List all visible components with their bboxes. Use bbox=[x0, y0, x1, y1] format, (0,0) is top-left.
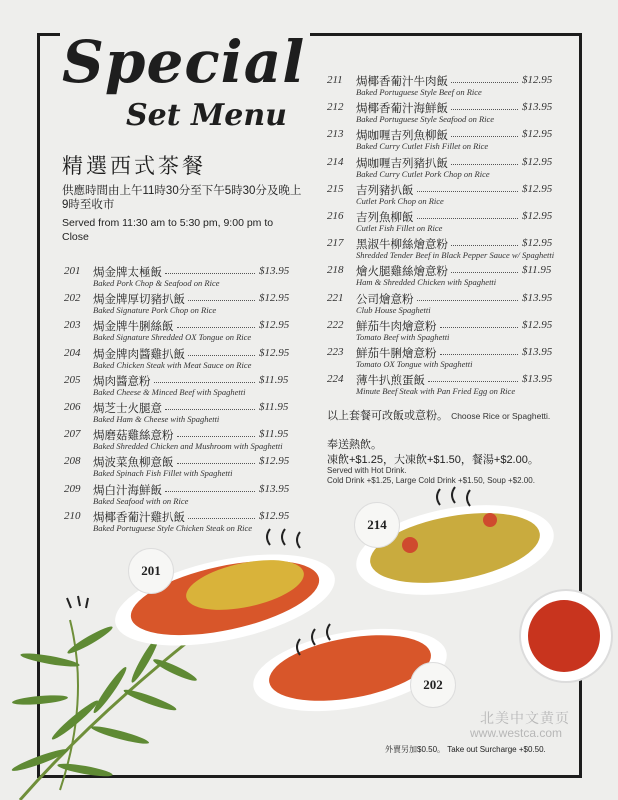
item-name-cn: 公司燴意粉 bbox=[356, 293, 414, 306]
item-number: 202 bbox=[64, 292, 81, 305]
item-name-cn: 燴火腿雞絲燴意粉 bbox=[356, 266, 448, 279]
item-number: 208 bbox=[64, 455, 81, 468]
item-name-cn: 鮮茄牛肉燴意粉 bbox=[356, 320, 437, 333]
item-price: $13.95 bbox=[259, 482, 290, 495]
item-name-en: Baked Spinach Fish Fillet with Spaghetti bbox=[93, 468, 233, 479]
item-number: 218 bbox=[327, 264, 344, 277]
item-name-cn: 鮮茄牛脷燴意粉 bbox=[356, 347, 437, 360]
drink-prices-cn: 凍飲+$1.25，大凍飲+$1.50，餐湯+$2.00。 bbox=[327, 454, 539, 466]
takeout-note: 外賣另加$0.50。 Take out Surcharge +$0.50. bbox=[385, 745, 546, 754]
item-number: 224 bbox=[327, 373, 344, 386]
item-name-cn: 焗椰香葡汁雞扒飯 bbox=[93, 511, 185, 524]
title-chinese: 精選西式茶餐 bbox=[62, 155, 206, 178]
drink-title: 奉送熱飲。 bbox=[327, 439, 382, 451]
item-name-cn: 吉列豬扒飯 bbox=[356, 184, 414, 197]
rosemary-icon bbox=[10, 620, 198, 800]
item-price: $12.95 bbox=[259, 319, 290, 332]
item-number: 205 bbox=[64, 373, 81, 386]
item-name-en: Cutlet Pork Chop on Rice bbox=[356, 195, 444, 206]
item-name-cn: 焗波菜魚柳意飯 bbox=[93, 457, 174, 470]
item-number: 215 bbox=[327, 182, 344, 195]
item-number: 207 bbox=[64, 428, 81, 441]
item-number: 209 bbox=[64, 482, 81, 495]
item-price: $12.95 bbox=[259, 346, 290, 359]
choose-note-en: Choose Rice or Spaghetti. bbox=[451, 411, 551, 421]
hours-chinese: 供應時間由上午11時30分至下午5時30分及晚上9時至收市 bbox=[62, 185, 302, 211]
item-name-en: Baked Portuguese Style Chicken Steak on Rice bbox=[93, 522, 253, 533]
item-price: $12.95 bbox=[522, 318, 553, 331]
item-number: 221 bbox=[327, 291, 344, 304]
badge-201: 201 bbox=[128, 548, 174, 594]
item-price: $12.95 bbox=[259, 292, 290, 305]
title-set-menu: Set Menu bbox=[126, 98, 287, 133]
item-price: $11.95 bbox=[259, 428, 289, 441]
item-name-en: Club House Spaghetti bbox=[356, 304, 431, 315]
badge-214: 214 bbox=[354, 502, 400, 548]
item-number: 217 bbox=[327, 237, 344, 250]
item-price: $12.95 bbox=[522, 74, 553, 86]
drink-note-en: Served with Hot Drink. bbox=[327, 466, 407, 475]
item-name-en: Baked Chicken Steak with Meat Sauce on Rice bbox=[93, 359, 252, 370]
item-name-cn: 焗磨菇雞絲意粉 bbox=[93, 430, 174, 443]
item-number: 211 bbox=[327, 74, 343, 86]
garnish-lines-icon bbox=[67, 596, 88, 608]
item-price: $12.95 bbox=[259, 509, 290, 522]
item-name-cn: 焗金牌太極飯 bbox=[93, 267, 162, 279]
item-name-en: Baked Cheese & Minced Beef with Spaghetti bbox=[93, 386, 246, 397]
item-name-cn: 焗椰香葡汁海鮮飯 bbox=[356, 103, 448, 116]
item-number: 203 bbox=[64, 319, 81, 332]
item-name-cn: 焗金牌牛脷絲飯 bbox=[93, 321, 174, 334]
item-name-en: Baked Curry Cutlet Fish Fillet on Rice bbox=[356, 141, 489, 152]
item-price: $11.95 bbox=[259, 400, 289, 413]
item-name-cn: 焗椰香葡汁牛肉飯 bbox=[356, 76, 448, 88]
item-name-en: Tomato OX Tongue with Spaghetti bbox=[356, 358, 473, 369]
item-name-cn: 焗咖喱吉列豬扒飯 bbox=[356, 157, 448, 170]
item-price: $13.95 bbox=[522, 345, 553, 358]
item-number: 214 bbox=[327, 155, 344, 168]
item-name-en: Baked Ham & Cheese with Spaghetti bbox=[93, 413, 220, 424]
item-price: $13.95 bbox=[259, 265, 290, 277]
item-price: $13.95 bbox=[522, 101, 553, 114]
choose-note-cn: 以上套餐可改飯或意粉。 bbox=[327, 410, 448, 422]
item-price: $12.95 bbox=[522, 209, 553, 222]
item-name-en: Ham & Shredded Chicken with Spaghetti bbox=[356, 277, 497, 288]
item-name-en: Baked Seafood with on Rice bbox=[93, 495, 189, 506]
item-number: 212 bbox=[327, 101, 344, 114]
item-name-cn: 焗白汁海鮮飯 bbox=[93, 484, 162, 497]
item-name-cn: 薄牛扒煎蛋飯 bbox=[356, 375, 425, 388]
item-name-en: Baked Pork Chop & Seafood on Rice bbox=[93, 278, 220, 288]
title-special: Special bbox=[62, 28, 306, 96]
item-name-cn: 焗金牌厚切豬扒飯 bbox=[93, 294, 185, 307]
item-name-en: Tomato Beef with Spaghetti bbox=[356, 331, 450, 342]
paprika-bowl-icon bbox=[520, 590, 612, 682]
item-number: 223 bbox=[327, 345, 344, 358]
item-name-en: Shredded Tender Beef in Black Pepper Sauce w/ Spaghetti bbox=[356, 250, 555, 261]
item-name-en: Baked Portuguese Style Seafood on Rice bbox=[356, 114, 495, 125]
item-name-cn: 焗肉醬意粉 bbox=[93, 375, 151, 388]
watermark-url: www.westca.com bbox=[470, 726, 563, 740]
item-price: $12.95 bbox=[259, 455, 290, 468]
item-name-cn: 焗金牌肉醬雞扒飯 bbox=[93, 348, 185, 361]
item-name-cn: 吉列魚柳飯 bbox=[356, 211, 414, 224]
item-price: $11.95 bbox=[259, 373, 289, 386]
drink-prices-en: Cold Drink +$1.25, Large Cold Drink +$1.50, Soup +$2.00. bbox=[327, 476, 535, 485]
item-name-en: Minute Beef Steak with Pan Fried Egg on Rice bbox=[356, 386, 516, 397]
item-number: 216 bbox=[327, 209, 344, 222]
item-number: 222 bbox=[327, 318, 344, 331]
item-price: $13.95 bbox=[522, 291, 553, 304]
item-price: $13.95 bbox=[522, 373, 553, 386]
item-price: $12.95 bbox=[522, 128, 553, 141]
item-name-en: Cutlet Fish Fillet on Rice bbox=[356, 222, 443, 233]
hours-english: Served from 11:30 am to 5:30 pm, 9:00 pm to Close bbox=[62, 217, 274, 243]
item-name-en: Baked Signature Shredded OX Tongue on Rice bbox=[93, 332, 252, 343]
badge-202: 202 bbox=[410, 662, 456, 708]
item-price: $12.95 bbox=[522, 182, 553, 195]
watermark-cn: 北美中文黄页 bbox=[480, 710, 570, 726]
item-number: 213 bbox=[327, 128, 344, 141]
item-price: $11.95 bbox=[522, 264, 552, 277]
item-name-en: Baked Shredded Chicken and Mushroom with Spaghetti bbox=[93, 441, 283, 452]
item-number: 204 bbox=[64, 346, 81, 359]
item-name-cn: 焗芝士火腿意 bbox=[93, 402, 162, 415]
item-number: 206 bbox=[64, 400, 81, 413]
item-name-en: Baked Curry Cutlet Pork Chop on Rice bbox=[356, 168, 490, 179]
item-number: 210 bbox=[64, 509, 81, 522]
item-name-cn: 黑淑牛柳絲燴意粉 bbox=[356, 239, 448, 252]
item-name-en: Baked Signature Pork Chop on Rice bbox=[93, 305, 217, 316]
item-number: 201 bbox=[64, 265, 81, 277]
item-name-en: Baked Portuguese Style Beef on Rice bbox=[356, 87, 482, 97]
item-price: $12.95 bbox=[522, 155, 553, 168]
item-price: $12.95 bbox=[522, 237, 553, 250]
item-name-cn: 焗咖喱吉列魚柳飯 bbox=[356, 130, 448, 143]
